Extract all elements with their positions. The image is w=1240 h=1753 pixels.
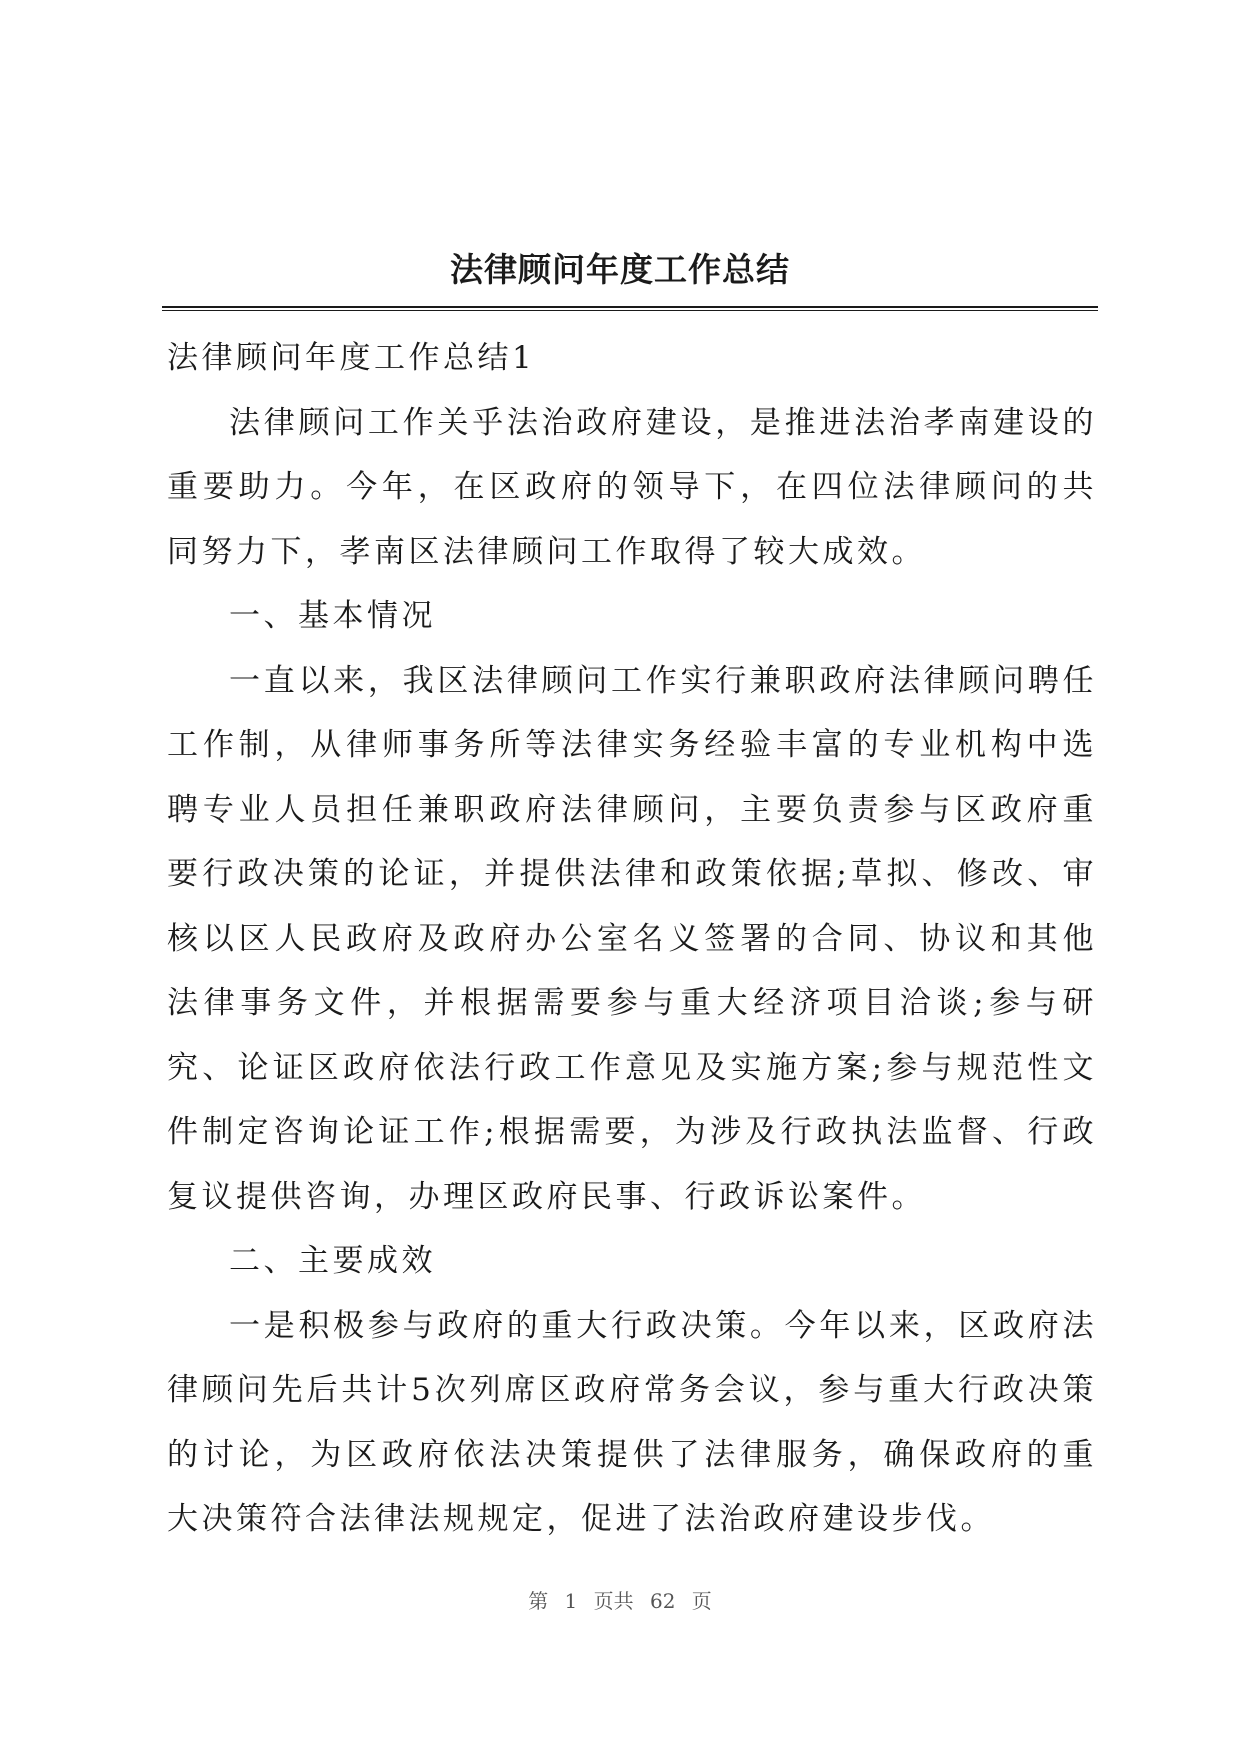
heading-basic-situation: 一、基本情况: [229, 598, 436, 634]
heading-main-results: 二、主要成效: [229, 1243, 436, 1279]
section-heading: 法律顾问年度工作总结1: [167, 340, 536, 376]
document-title: 法律顾问年度工作总结: [450, 250, 790, 289]
paragraph-intro: 法律顾问工作关乎法治政府建设，是推进法治孝南建设的重要助力。今年，在区政府的领导下，在四位法律顾问的共同努力下，孝南区法律顾问工作取得了较大成效。: [167, 404, 1097, 570]
document-body: [167, 326, 1097, 1552]
page-number-footer: 第 1 页共 62 页: [528, 1589, 712, 1613]
paragraph-basic-situation: 一直以来，我区法律顾问工作实行兼职政府法律顾问聘任工作制，从律师事务所等法律实务经验丰富的专业机构中选聘专业人员担任兼职政府法律顾问，主要负责参与区政府重要行政决策的论证，并提供法律和政策依据;草拟、修改、审核以区人民政府及政府办公室名义签署的合同、协议和其他法律事务文件，并根据需要参与重大经济项目洽谈;参与研究、论证区政府依法行政工作意见及实施方案;参与规范性文件制定咨询论证工作;根据需要，为涉及行政执法监督、行政复议提供咨询，办理区政府民事、行政诉讼案件。: [167, 662, 1097, 1215]
title-divider: [162, 306, 1098, 311]
paragraph-main-results: 一是积极参与政府的重大行政决策。今年以来，区政府法律顾问先后共计5次列席区政府常务会议，参与重大行政决策的讨论，为区政府依法决策提供了法律服务，确保政府的重大决策符合法律法规规定，促进了法治政府建设步伐。: [167, 1307, 1097, 1537]
